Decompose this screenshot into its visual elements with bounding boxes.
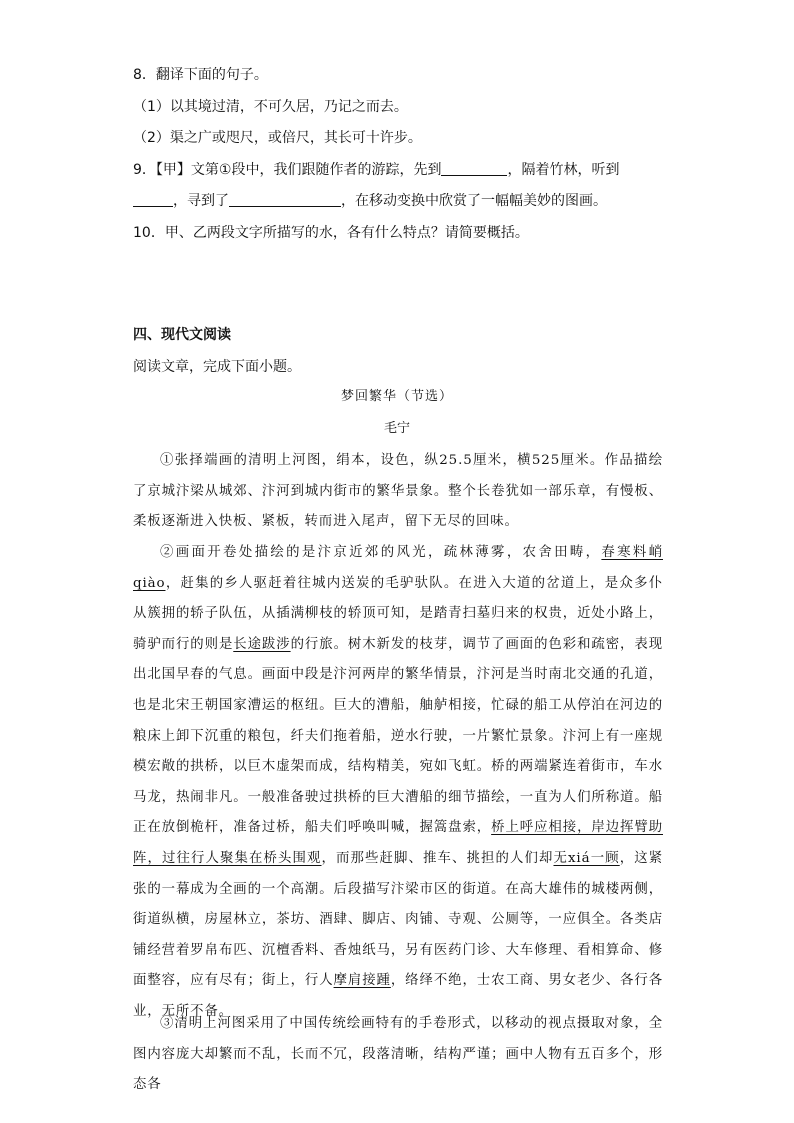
- p2-text-e: ，这紧张的一幕成为全画的一个高潮。后段描写汴梁市区的街道。在高大雄伟的城楼两侧，街道纵横，房屋林立，茶坊、酒肆、脚店、肉铺、寺观、公厕等，一应俱全。各类店铺经营着罗帛布匹、沉檀香料、香烛纸马，另有医药门诊、大车修理、看相算命、修面整容，应有尽有；街上，行人: [133, 850, 664, 989]
- question-9-text-b: ，隔着竹林，听到: [507, 162, 620, 178]
- section-heading: 四、现代文阅读: [133, 327, 231, 343]
- answer-blank-2[interactable]: [133, 192, 173, 207]
- underlined-phrase-4: 无xiá一顾: [553, 850, 620, 866]
- question-9-text-d: ，在移动变换中欣赏了一幅幅美妙的图画。: [341, 193, 607, 209]
- underlined-phrase-1: 春寒料峭qiào: [133, 545, 663, 591]
- question-8: 8．翻译下面的句子。: [133, 67, 268, 83]
- question-8-item-2: （2）渠之广或咫尺，或倍尺，其长可十许步。: [133, 130, 422, 146]
- question-9-line-1: [133, 160, 619, 180]
- underlined-phrase-5: 摩肩接踵: [333, 973, 391, 989]
- question-10: 10．甲、乙两段文字所描写的水，各有什么特点？请简要概括。: [133, 225, 529, 241]
- underlined-phrase-2: 长途跋涉: [233, 636, 291, 652]
- p2-text-d: ，而那些赶脚、推车、挑担的人们却: [321, 850, 554, 866]
- article-paragraph-3: ③清明上河图采用了中国传统绘画特有的手卷形式，以移动的视点摄取对象，全图内容庞大却繁而不乱，长而不冗，段落清晰，结构严谨；画中人物有五百多个，形态各: [133, 1016, 663, 1093]
- question-8-item-1: （1）以其境过清，不可久居，乃记之而去。: [133, 99, 408, 115]
- underlined-phrase-3: 桥上呼应相接，岸边挥臂助阵，过往行人聚集在桥头围观: [133, 820, 663, 866]
- answer-blank-3[interactable]: [229, 192, 341, 207]
- p2-text-c: 的行旅。树木新发的枝芽，调节了画面的色彩和疏密，表现出北国早春的气息。画面中段是汴河两岸的繁华情景，汴河是当时南北交通的孔道，也是北宋王朝国家漕运的枢纽。巨大的漕船，舳舻相接，忙碌的船工从停泊在河边的粮床上卸下沉重的粮包，纤夫们拖着船，逆水行驶，一片繁忙景象。汴河上有一座规模宏敞的拱桥，以巨木虚架而成，结构精美，宛如飞虹。桥的两端紧连着街市，车水马龙，热闹非凡。一般准备驶过拱桥的巨大漕船的细节描绘，一直为人们所称道。船正在放倒桅杆，准备过桥，船夫们呼唤叫喊，握篙盘索，: [133, 636, 663, 836]
- p2-text-f: ，络绎不绝，士农工商、男女老少、各行各业，无所不备。: [133, 973, 663, 1019]
- article-paragraph-1: ①张择端画的清明上河图，绢本，设色，纵25.5厘米，横525厘米。作品描绘了京城汴梁从城郊、汴河到城内街市的繁华景象。整个长卷犹如一部乐章，有慢板、柔板逐渐进入快板、紧板，转而进入尾声，留下无尽的回味。: [133, 453, 663, 530]
- question-9-text-c: ，寻到了: [173, 193, 229, 209]
- answer-blank-1[interactable]: [441, 161, 507, 176]
- question-9-text-a: 9．【甲】文第①段中，我们跟随作者的游踪，先到: [133, 162, 442, 178]
- p2-text-a: ②画面开卷处描绘的是汴京近郊的风光，疏林薄雾，农舍田畴，: [160, 545, 602, 560]
- p2-text-b: ，赶集的乡人驱赶着往城内送炭的毛驴驮队。在进入大道的岔道上，是众多仆从簇拥的轿子队伍，从插满柳枝的轿顶可知，是踏青扫墓归来的权贵，近处小路上，骑驴而行的则是: [133, 575, 663, 652]
- question-9-line-2: [133, 191, 607, 211]
- article-author: 毛宁: [383, 421, 410, 436]
- section-intro: 阅读文章，完成下面小题。: [133, 359, 301, 375]
- article-paragraph-2: [133, 538, 663, 1028]
- article-title: 梦回繁华（节选）: [340, 389, 453, 404]
